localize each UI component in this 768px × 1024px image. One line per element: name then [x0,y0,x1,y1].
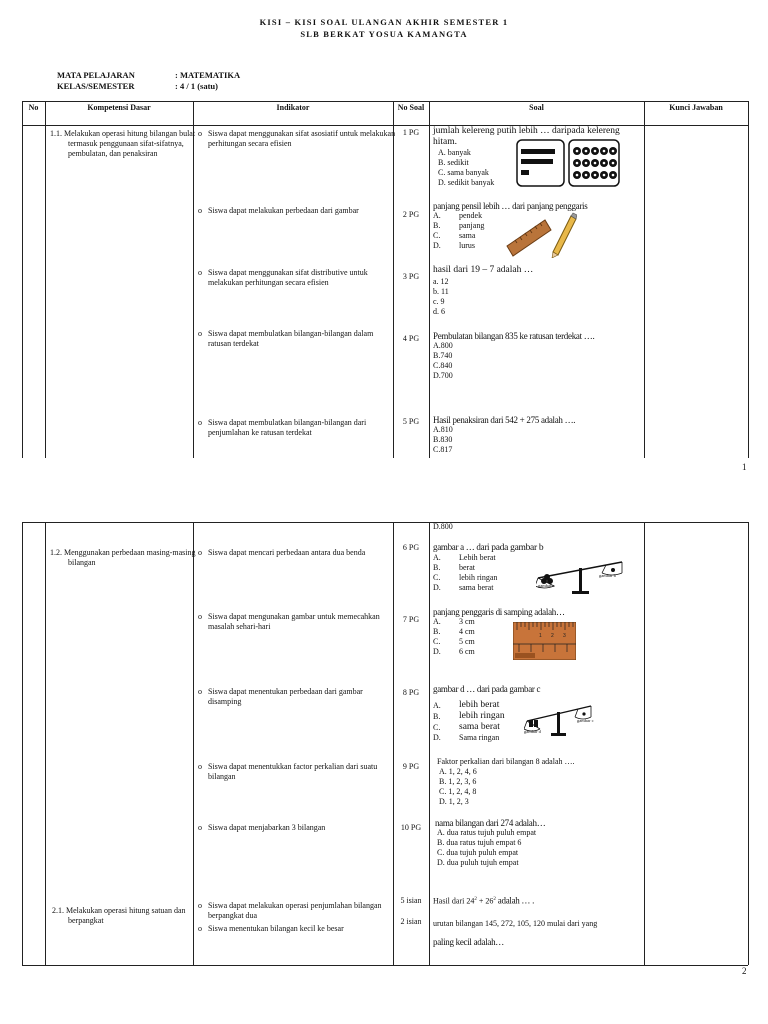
indikator-row: o Siswa dapat membulatkan bilangan-bilangan dari penjumlahan ke ratusan terdekat [198,418,367,437]
carry-option: D.800 [433,522,453,531]
question-2: panjang pensil lebih … dari panjang penggaris A. pendek B. panjang C. sama D. lurus [433,201,588,250]
question-5: Hasil penaksiran dari 542 + 275 adalah …. A.810 B.830 C.817 [433,415,576,454]
image-label-b: gambar b [599,573,616,578]
image-label-c: gambar c [577,718,594,723]
subject-value: : MATEMATIKA [175,70,241,80]
ruler-image [513,622,576,660]
indikator-row: o Siswa dapat menentukkan factor perkalian dari suatu bilangan [198,762,378,781]
marbles-image [516,139,620,187]
header-kompetensi: Kompetensi Dasar [87,103,151,112]
indikator-row: o Siswa dapat menggunakan sifat distributive untuk melakukan perhitungan secara efisien [198,268,368,287]
svg-text:1: 1 [539,633,542,639]
document-title: KISI – KISI SOAL ULANGAN AKHIR SEMESTER 1 [259,17,509,27]
image-label-a: gambar a [538,583,555,588]
indikator-row: o Siswa dapat melakukan operasi penjumlahan bilangan berpangkat dua [198,901,382,920]
header-no-soal: No Soal [397,103,425,112]
question-number: 4 PG [402,334,420,343]
header-no: No [28,103,39,112]
question-number: 2 PG [402,210,420,219]
indikator-row: o Siswa dapat menentukan perbedaan dari gambar disamping [198,687,363,706]
class-label: KELAS/SEMESTER [57,81,135,91]
indikator-row: o Siswa dapat menjabarkan 3 bilangan [198,823,326,832]
kompetensi-1-1: 1.1. Melakukan operasi hitung bilangan bulat termasuk penggunaan sifat-sifatnya, pembulatan, dan penaksiran [50,129,196,158]
header-kunci: Kunci Jawaban [669,103,723,112]
question-number: 7 PG [402,615,420,624]
question-number: 5 isian [400,896,422,905]
indikator-row: o Siswa menentukan bilangan kecil ke besar [198,924,344,933]
kompetensi-1-2: 1.2. Menggunakan perbedaan masing-masing bilangan [50,548,196,567]
image-label-d: gambar d [524,729,541,734]
indikator-row: o Siswa dapat menggunakan sifat asosiatif untuk melakukan perhitungan secara efisien [198,129,396,148]
pencil-ruler-image [505,212,577,258]
page-number: 1 [742,462,747,472]
question-number: 6 PG [402,543,420,552]
question-6: gambar a … dari pada gambar b A. Lebih berat B. berat C. lebih ringan D. sama berat [433,542,544,592]
indikator-row: o Siswa dapat melakukan perbedaan dari gambar [198,206,359,215]
question-7: panjang penggaris di samping adalah… A. 3 cm B. 4 cm C. 5 cm D. 6 cm [433,607,565,656]
question-8: gambar d … dari pada gambar c A. lebih berat B. lebih ringan C. sama berat D. Sama ringan [433,684,541,742]
question-number: 1 PG [402,128,420,137]
question-number: 8 PG [402,688,420,697]
question-3: hasil dari 19 – 7 adalah … a. 12 b. 11 c. 9 d. 6 [433,265,534,316]
school-name: SLB BERKAT YOSUA KAMANGTA [300,29,468,39]
question-number: 5 PG [402,417,420,426]
question-isian-1: Hasil dari $24^2 + 26^2$ adalah … . [433,895,535,906]
svg-text:3: 3 [563,633,566,639]
header-soal: Soal [529,103,544,112]
class-value: : 4 / 1 (satu) [175,81,218,91]
indikator-row: o Siswa dapat mencari perbedaan antara dua benda [198,548,366,557]
question-number: 3 PG [402,272,420,281]
indikator-row: o Siswa dapat mengunakan gambar untuk memecahkan masalah sehari-hari [198,612,380,631]
question-isian-2: urutan bilangan 145, 272, 105, 120 mulai dari yang paling kecil adalah… [433,919,598,947]
svg-text:2: 2 [551,633,554,639]
page-number: 2 [742,966,747,976]
question-1: jumlah kelereng putih lebih … daripada kelereng hitam. A. banyak B. sedikit C. sama banyak D. sedikit banyak [433,126,620,187]
question-9: Faktor perkalian dari bilangan 8 adalah …. A. 1, 2, 4, 6 B. 1, 2, 3, 6 C. 1, 2, 4, 8 D. 1, 2, 3 [437,757,575,806]
question-number: 10 PG [400,823,422,832]
kompetensi-2-1: 2.1. Melakukan operasi hitung satuan dan berpangkat [52,906,186,925]
question-number: 9 PG [402,762,420,771]
question-4: Pembulatan bilangan 835 ke ratusan terdekat …. A.800 B.740 C.840 D.700 [433,331,595,380]
question-10: nama bilangan dari 274 adalah… A. dua ratus tujuh puluh empat B. dua ratus tujuh empat 6 C. dua tujuh puluh empat D. dua puluh tujuh empat [433,818,546,867]
question-number: 2 isian [400,917,422,926]
indikator-row: o Siswa dapat membulatkan bilangan-bilangan dalam ratusan terdekat [198,329,374,348]
subject-label: MATA PELAJARAN [57,70,135,80]
header-indikator: Indikator [276,103,310,112]
